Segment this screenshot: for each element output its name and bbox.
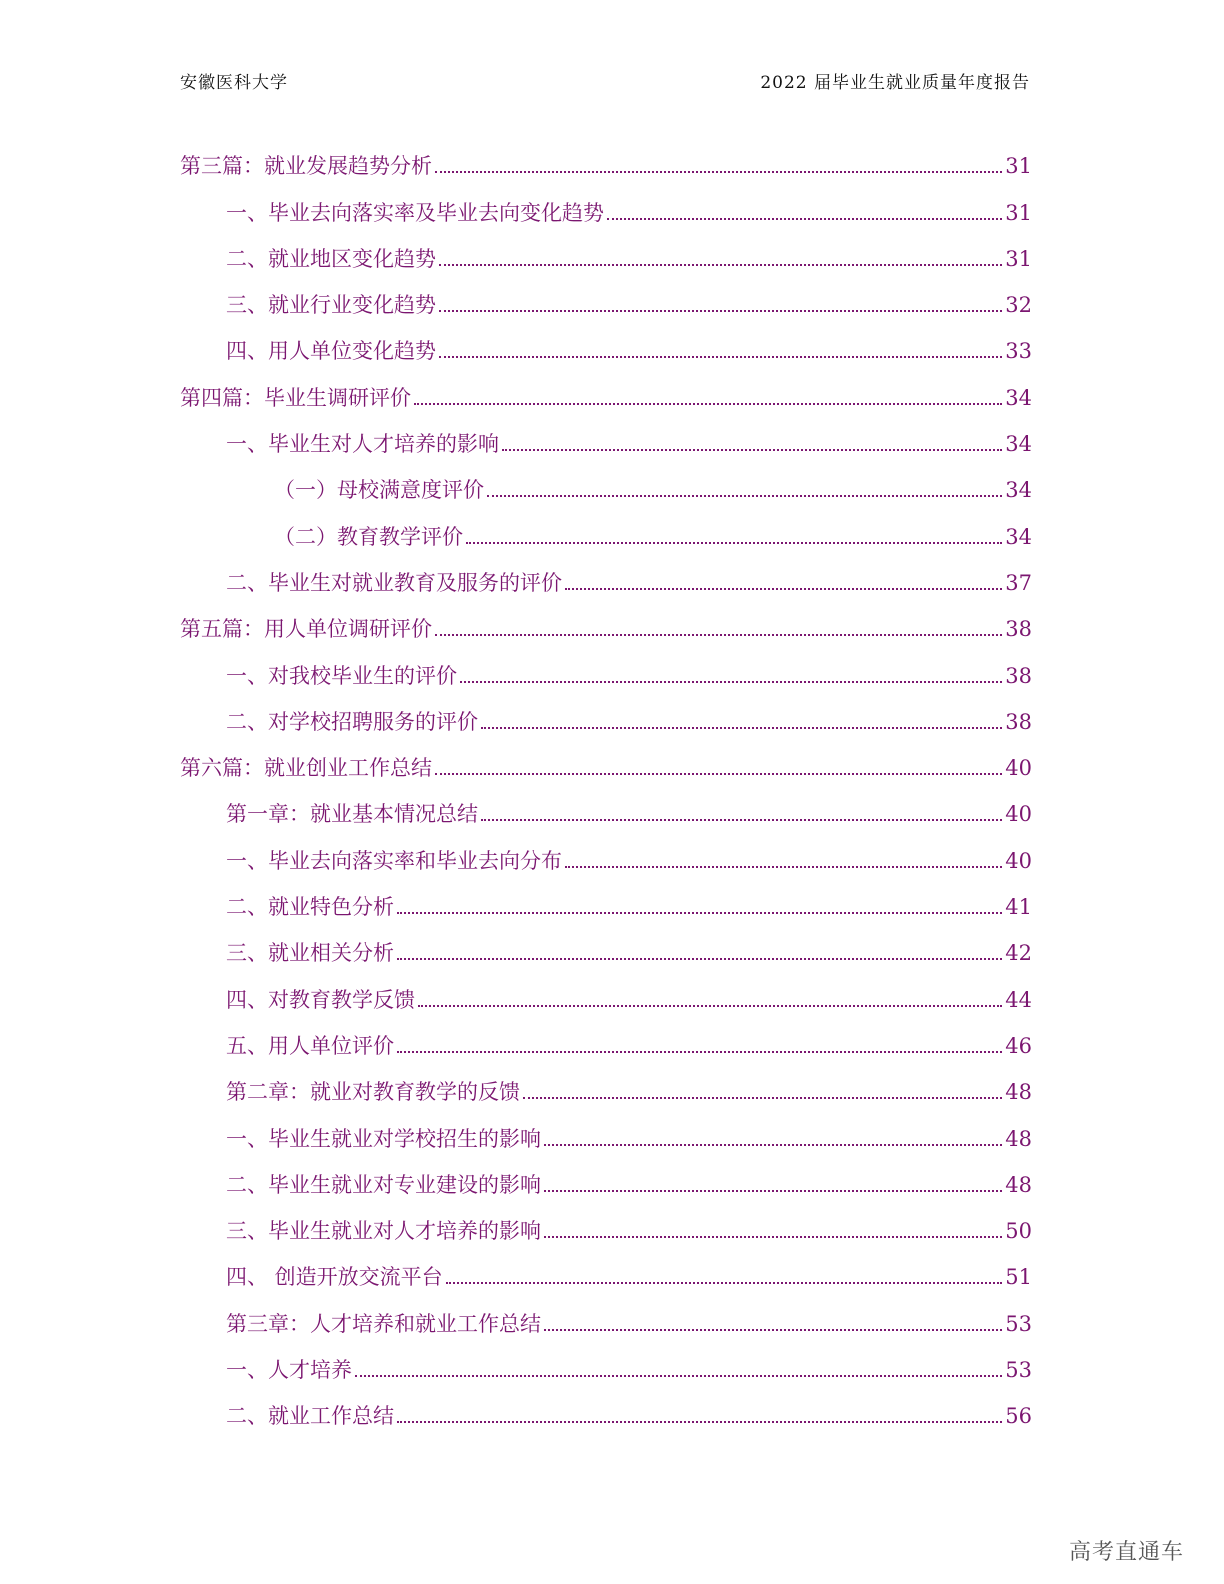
toc-entry[interactable] (180, 182, 1032, 228)
toc-dot-leader (414, 403, 1002, 405)
toc-entry-title: 二、就业工作总结 (226, 1404, 394, 1429)
toc-dot-leader (435, 171, 1002, 173)
toc-entry-title: 二、对学校招聘服务的评价 (226, 709, 478, 734)
toc-entry-title: 四、用人单位变化趋势 (226, 339, 436, 364)
toc-dot-leader (544, 1236, 1002, 1238)
toc-entry[interactable] (180, 275, 1032, 321)
toc-dot-leader (565, 866, 1002, 868)
toc-entry-page-number: 56 (1005, 1404, 1032, 1429)
toc-entry-title: （二）教育教学评价 (274, 524, 463, 549)
toc-entry-page-number: 34 (1005, 524, 1032, 549)
toc-dot-leader (435, 634, 1002, 636)
toc-entry-page-number: 48 (1005, 1126, 1032, 1151)
toc-dot-leader (466, 542, 1002, 544)
toc-entry-title: 一、毕业生就业对学校招生的影响 (226, 1126, 541, 1151)
toc-entry-page-number: 48 (1005, 1080, 1032, 1105)
toc-entry-title: （一）母校满意度评价 (274, 478, 484, 503)
toc-entry[interactable] (180, 1108, 1032, 1154)
toc-entry-title: 第二章：就业对教育教学的反馈 (226, 1080, 520, 1105)
toc-entry-title: 第一章：就业基本情况总结 (226, 802, 478, 827)
toc-entry-title: 一、毕业去向落实率及毕业去向变化趋势 (226, 200, 604, 225)
toc-entry-title: 二、毕业生对就业教育及服务的评价 (226, 570, 562, 595)
toc-entry-title: 三、就业行业变化趋势 (226, 293, 436, 318)
toc-entry-title: 四、对教育教学反馈 (226, 987, 415, 1012)
toc-dot-leader (460, 681, 1002, 683)
toc-dot-leader (397, 958, 1002, 960)
toc-dot-leader (544, 1329, 1002, 1331)
toc-dot-leader (439, 264, 1002, 266)
toc-entry-page-number: 32 (1005, 293, 1032, 318)
toc-entry-page-number: 48 (1005, 1172, 1032, 1197)
toc-entry-page-number: 53 (1005, 1358, 1032, 1383)
toc-dot-leader (487, 495, 1002, 497)
toc-entry[interactable] (180, 460, 1032, 506)
toc-entry-page-number: 34 (1005, 478, 1032, 503)
toc-dot-leader (397, 1421, 1002, 1423)
toc-entry[interactable] (180, 1340, 1032, 1386)
toc-entry-page-number: 34 (1005, 385, 1032, 410)
toc-entry[interactable] (180, 229, 1032, 275)
toc-entry[interactable] (180, 553, 1032, 599)
toc-dot-leader (523, 1097, 1002, 1099)
toc-entry-title: 一、毕业去向落实率和毕业去向分布 (226, 848, 562, 873)
toc-dot-leader (439, 356, 1002, 358)
toc-dot-leader (544, 1190, 1002, 1192)
toc-entry-title: 三、就业相关分析 (226, 941, 394, 966)
toc-entry-page-number: 51 (1005, 1265, 1032, 1290)
toc-dot-leader (607, 218, 1002, 220)
toc-entry-title: 第三篇：就业发展趋势分析 (180, 154, 432, 179)
toc-entry-title: 二、就业特色分析 (226, 895, 394, 920)
toc-entry-title: 一、对我校毕业生的评价 (226, 663, 457, 688)
toc-dot-leader (502, 449, 1002, 451)
toc-dot-leader (355, 1375, 1002, 1377)
toc-entry-page-number: 31 (1005, 154, 1032, 179)
toc-entry-page-number: 42 (1005, 941, 1032, 966)
toc-entry-title: 二、毕业生就业对专业建设的影响 (226, 1172, 541, 1197)
toc-entry[interactable] (180, 506, 1032, 552)
toc-entry-page-number: 31 (1005, 246, 1032, 271)
toc-entry[interactable] (180, 1155, 1032, 1201)
toc-dot-leader (481, 727, 1002, 729)
toc-dot-leader (544, 1144, 1002, 1146)
toc-entry-title: 第五篇：用人单位调研评价 (180, 617, 432, 642)
toc-entry[interactable] (180, 136, 1032, 182)
toc-entry-title: 第四篇：毕业生调研评价 (180, 385, 411, 410)
toc-entry[interactable] (180, 784, 1032, 830)
toc-entry-page-number: 38 (1005, 617, 1032, 642)
toc-entry[interactable] (180, 1016, 1032, 1062)
toc-entry-page-number: 31 (1005, 200, 1032, 225)
toc-entry-page-number: 40 (1005, 848, 1032, 873)
toc-entry[interactable] (180, 738, 1032, 784)
toc-entry-page-number: 53 (1005, 1311, 1032, 1336)
toc-entry-title: 一、人才培养 (226, 1358, 352, 1383)
toc-entry[interactable] (180, 692, 1032, 738)
toc-entry-title: 三、毕业生就业对人才培养的影响 (226, 1219, 541, 1244)
toc-entry[interactable] (180, 830, 1032, 876)
toc-dot-leader (439, 310, 1002, 312)
report-title: 2022 届毕业生就业质量年度报告 (760, 73, 1030, 93)
toc-entry-page-number: 46 (1005, 1033, 1032, 1058)
toc-entry-page-number: 33 (1005, 339, 1032, 364)
toc-entry-title: 一、毕业生对人才培养的影响 (226, 432, 499, 457)
toc-dot-leader (481, 819, 1002, 821)
university-name: 安徽医科大学 (180, 73, 288, 93)
toc-entry[interactable] (180, 414, 1032, 460)
toc-entry-title: 第六篇：就业创业工作总结 (180, 756, 432, 781)
toc-dot-leader (418, 1005, 1002, 1007)
toc-entry-title: 五、用人单位评价 (226, 1033, 394, 1058)
toc-entry-page-number: 37 (1005, 570, 1032, 595)
toc-entry-page-number: 50 (1005, 1219, 1032, 1244)
toc-entry[interactable] (180, 321, 1032, 367)
toc-entry-page-number: 41 (1005, 895, 1032, 920)
toc-dot-leader (446, 1282, 1003, 1284)
toc-dot-leader (565, 588, 1002, 590)
toc-entry[interactable] (180, 645, 1032, 691)
toc-entry[interactable] (180, 1386, 1032, 1432)
toc-entry[interactable] (180, 367, 1032, 413)
toc-entry-title: 二、就业地区变化趋势 (226, 246, 436, 271)
toc-entry[interactable] (180, 599, 1032, 645)
page-header (180, 68, 1030, 96)
table-of-contents (180, 136, 1032, 1432)
toc-entry[interactable] (180, 1201, 1032, 1247)
toc-dot-leader (397, 1051, 1002, 1053)
toc-dot-leader (435, 773, 1002, 775)
toc-entry-page-number: 40 (1005, 802, 1032, 827)
watermark: 高考直通车 (1068, 1540, 1184, 1565)
toc-entry[interactable] (180, 877, 1032, 923)
toc-entry[interactable] (180, 1247, 1032, 1293)
toc-entry-page-number: 38 (1005, 709, 1032, 734)
toc-entry-page-number: 44 (1005, 987, 1032, 1012)
toc-dot-leader (397, 912, 1002, 914)
toc-entry-page-number: 38 (1005, 663, 1032, 688)
toc-entry[interactable] (180, 923, 1032, 969)
toc-entry[interactable] (180, 1293, 1032, 1339)
toc-entry-page-number: 40 (1005, 756, 1032, 781)
toc-entry[interactable] (180, 969, 1032, 1015)
toc-entry-page-number: 34 (1005, 432, 1032, 457)
toc-entry-title: 四、 创造开放交流平台 (226, 1265, 443, 1290)
toc-entry[interactable] (180, 1062, 1032, 1108)
toc-entry-title: 第三章：人才培养和就业工作总结 (226, 1311, 541, 1336)
